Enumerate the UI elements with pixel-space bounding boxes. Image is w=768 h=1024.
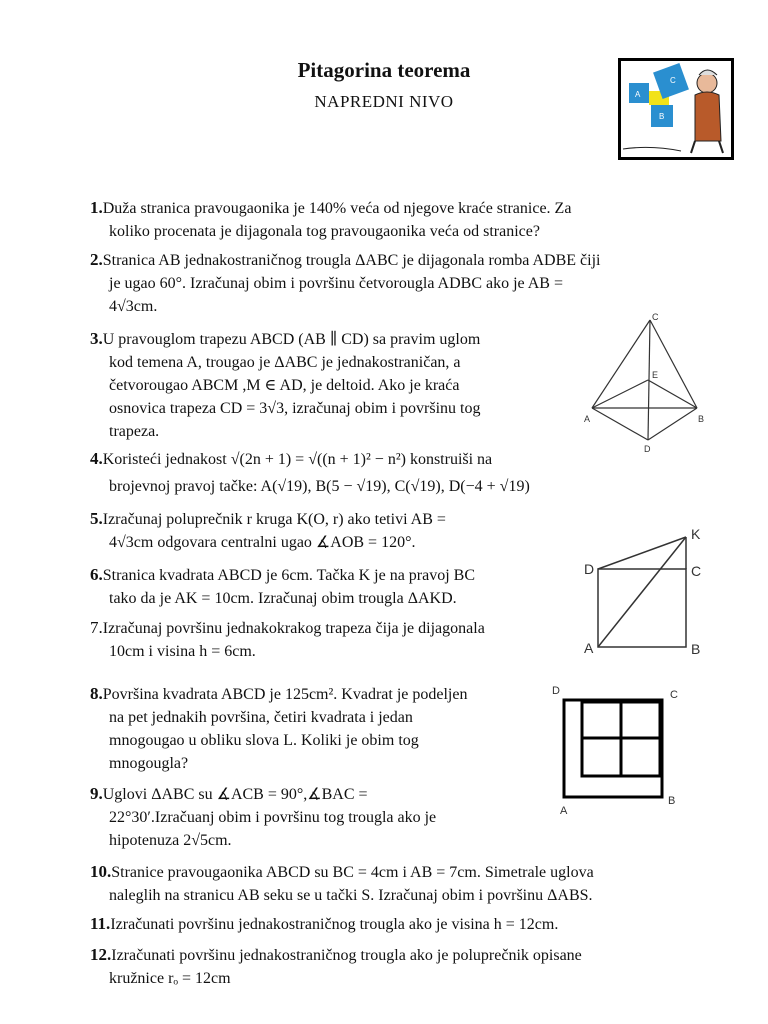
problem-text: Koristeći jednakost √(2n + 1) = √((n + 1)² − n²) konstruiši na [102,451,493,468]
problem-number: 7. [90,618,103,637]
label-e: E [652,370,659,380]
label-c: C [670,689,678,701]
logo-man-leg-right [719,141,723,153]
logo-illustration [621,61,731,157]
problem-text: tako da je AK = 10cm. Izračunaj obim trougla ΔAKD. [109,590,457,607]
problem-4 [90,447,530,498]
logo-man-leg-left [691,141,695,153]
problem-number: 3. [90,329,103,348]
problem-number: 11. [90,914,111,933]
problem-text: naleglih na stranicu AB seku se u tački S. Izračunaj obim i površinu ΔABS. [109,887,593,904]
problem-number: 8. [90,684,103,703]
problem-number: 12. [90,945,112,964]
problem-text: Stranica AB jednakostraničnog trougla ΔABC je dijagonala romba ADBE čiji [102,252,601,269]
logo-man-body [695,92,721,141]
label-d: D [584,561,595,577]
problem-text: trapeza. [109,423,160,440]
label-c: C [652,312,659,322]
figure-square-l-shape [548,682,688,817]
problem-number: 10. [90,862,112,881]
problem-text: Stranica kvadrata ABCD je 6cm. Tačka K je na pravoj BC [102,567,476,584]
problem-2 [90,248,601,318]
problem-7 [90,616,485,663]
logo-man-head [697,73,717,93]
logo-label-a: A [635,90,641,99]
problem-text: mnogougla? [109,755,189,772]
segment-ad [592,408,648,440]
problem-3 [90,327,481,443]
problem-text: mnogougao u obliku slova L. Koliki je obim tog [109,732,419,749]
problem-9 [90,782,436,852]
problem-11 [90,912,558,936]
problem-text: osnovica trapeza CD = 3√3, izračunaj obim i površinu tog [109,400,481,417]
problem-text: 10cm i visina h = 6cm. [109,643,256,660]
problem-number: 9. [90,784,103,803]
problem-1 [90,196,571,243]
problem-text: brojevnoj pravoj tačke: A(√19), B(5 − √19), C(√19), D(−4 + √19) [109,478,530,495]
problem-text: je ugao 60°. Izračunaj obim i površinu četvorougla ADBC ako je AB = [109,275,563,292]
problem-text: kružnice rₒ = 12cm [109,970,231,987]
page-title: Pitagorina teorema [297,58,471,82]
segment-bd [648,408,697,440]
problem-8 [90,682,467,775]
problem-text: Uglovi ΔABC su ∡ACB = 90°,∡BAC = [102,786,368,803]
label-b: B [668,795,676,807]
logo-man-hair [699,70,717,75]
problem-5 [90,507,446,554]
problem-text: hipotenuza 2√5cm. [109,832,232,849]
label-a: A [584,640,594,656]
problem-number: 6. [90,565,103,584]
problem-text: Duža stranica pravougaonika je 140% veća od njegove kraće stranice. Za [102,200,572,217]
problem-text: Izračunaj poluprečnik r kruga K(O, r) ako tetivi AB = [102,511,446,528]
problem-text: 4√3cm. [109,298,158,315]
segment-ae [592,380,648,408]
label-a: A [584,414,591,424]
problem-10 [90,860,594,907]
problem-6 [90,563,475,610]
label-d: D [552,685,560,697]
problem-text: četvorougao ABCM ,M ∈ AD, je deltoid. Ako je kraća [109,377,460,394]
segment-ac [592,320,650,408]
problem-text: Stranice pravougaonika ABCD su BC = 4cm i AB = 7cm. Simetrale uglova [111,864,594,881]
figure-rhombus-triangle [580,310,730,458]
problem-text: 22°30′.Izračuanj obim i površinu tog trougla ako je [109,809,437,826]
label-b: B [691,641,701,657]
problem-number: 1. [90,198,103,217]
outer-square [564,700,662,797]
problem-number: 2. [90,250,103,269]
problem-12 [90,943,582,990]
label-b: B [698,414,705,424]
problem-text: na pet jednakih površina, četiri kvadrata i jedan [109,709,413,726]
problem-text: Izračunaj površinu jednakokrakog trapeza čija je dijagonala [102,620,485,637]
logo-label-b: B [659,112,665,121]
pythagoras-logo [618,58,734,160]
problem-number: 4. [90,449,103,468]
problem-text: kod temena A, trougao je ΔABC je jednakostraničan, a [109,354,461,371]
problem-text: Površina kvadrata ABCD je 125cm². Kvadrat je podeljen [102,686,468,703]
problem-number: 5. [90,509,103,528]
square-abcd [598,569,686,647]
page-subtitle: NAPREDNI NIVO [314,92,454,111]
figure-square-k [582,525,710,660]
logo-ground-line [623,147,681,151]
problem-text: Izračunati površinu jednakostraničnog trougla ako je poluprečnik opisane [111,947,582,964]
problem-text: 4√3cm odgovara centralni ugao ∡AOB = 120°. [109,534,416,551]
problem-text: U pravouglom trapezu ABCD (AB ∥ CD) sa pravim uglom [102,331,481,348]
label-a: A [560,805,568,817]
label-d: D [644,444,651,454]
logo-label-c: C [670,76,676,85]
problem-text: koliko procenata je dijagonala tog pravougaonika veća od stranice? [109,223,540,240]
label-c: C [691,563,702,579]
label-k: K [691,526,701,542]
problem-text: Izračunati površinu jednakostraničnog trougla ako je visina h = 12cm. [110,916,559,933]
